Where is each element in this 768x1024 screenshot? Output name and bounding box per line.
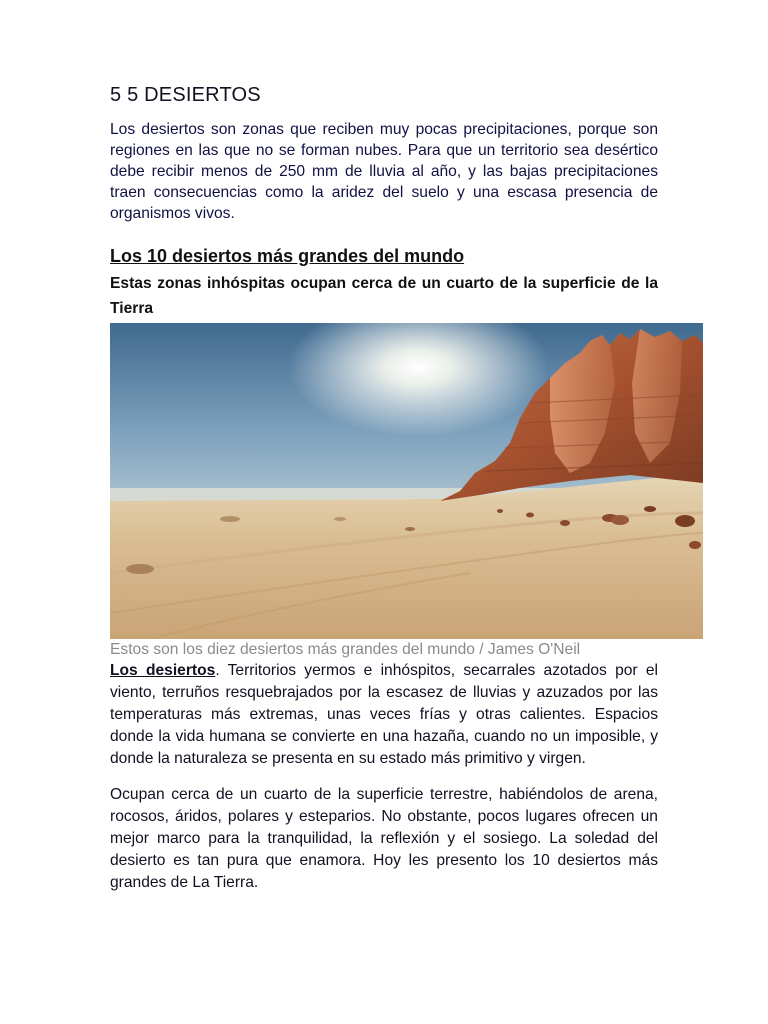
section-title: Los 10 desiertos más grandes del mundo	[110, 246, 465, 266]
paragraph-2-text: . Territorios yermos e inhóspitos, secarrales azotados por el viento, terruños resquebrajados por la escasez de lluvias y azuzados por las temperaturas más extremas, unas veces frías y otras calientes. Espacios donde la vida humana se convierte en una hazaña, cuando no un imposible, y donde la naturaleza se presenta en su estado más primitivo y virgen.	[110, 662, 659, 767]
photo-caption: Estos son los diez desiertos más grandes del mundo / James O'Neil	[110, 641, 581, 658]
body-paragraph-2	[110, 660, 658, 770]
paragraph-lead-link[interactable]: Los desiertos	[110, 662, 216, 679]
body-paragraph-3: Ocupan cerca de un cuarto de la superficie terrestre, habiéndolos de arena, rocosos, áridos, polares y esteparios. No obstante, pocos lugares ofrecen un mejor marco para la tranquilidad, la reflexión y el sosiego. La soledad del desierto es tan pura que enamora. Hoy les presento los 10 desiertos más grandes de La Tierra.	[110, 786, 658, 891]
intro-paragraph: Los desiertos son zonas que reciben muy pocas precipitaciones, porque son regiones en las que no se forman nubes. Para que un territorio sea desértico debe recibir menos de 250 mm de lluvia al año, y las bajas precipitaciones traen consecuencias como la aridez del suelo y una escasa presencia de organismos vivos.	[110, 121, 658, 222]
document-page	[110, 84, 658, 894]
desert-photo	[110, 323, 703, 639]
section-lead: Estas zonas inhóspitas ocupan cerca de un cuarto de la superficie de la Tierra	[110, 275, 658, 317]
page-title: 5 5 DESIERTOS	[110, 84, 261, 106]
